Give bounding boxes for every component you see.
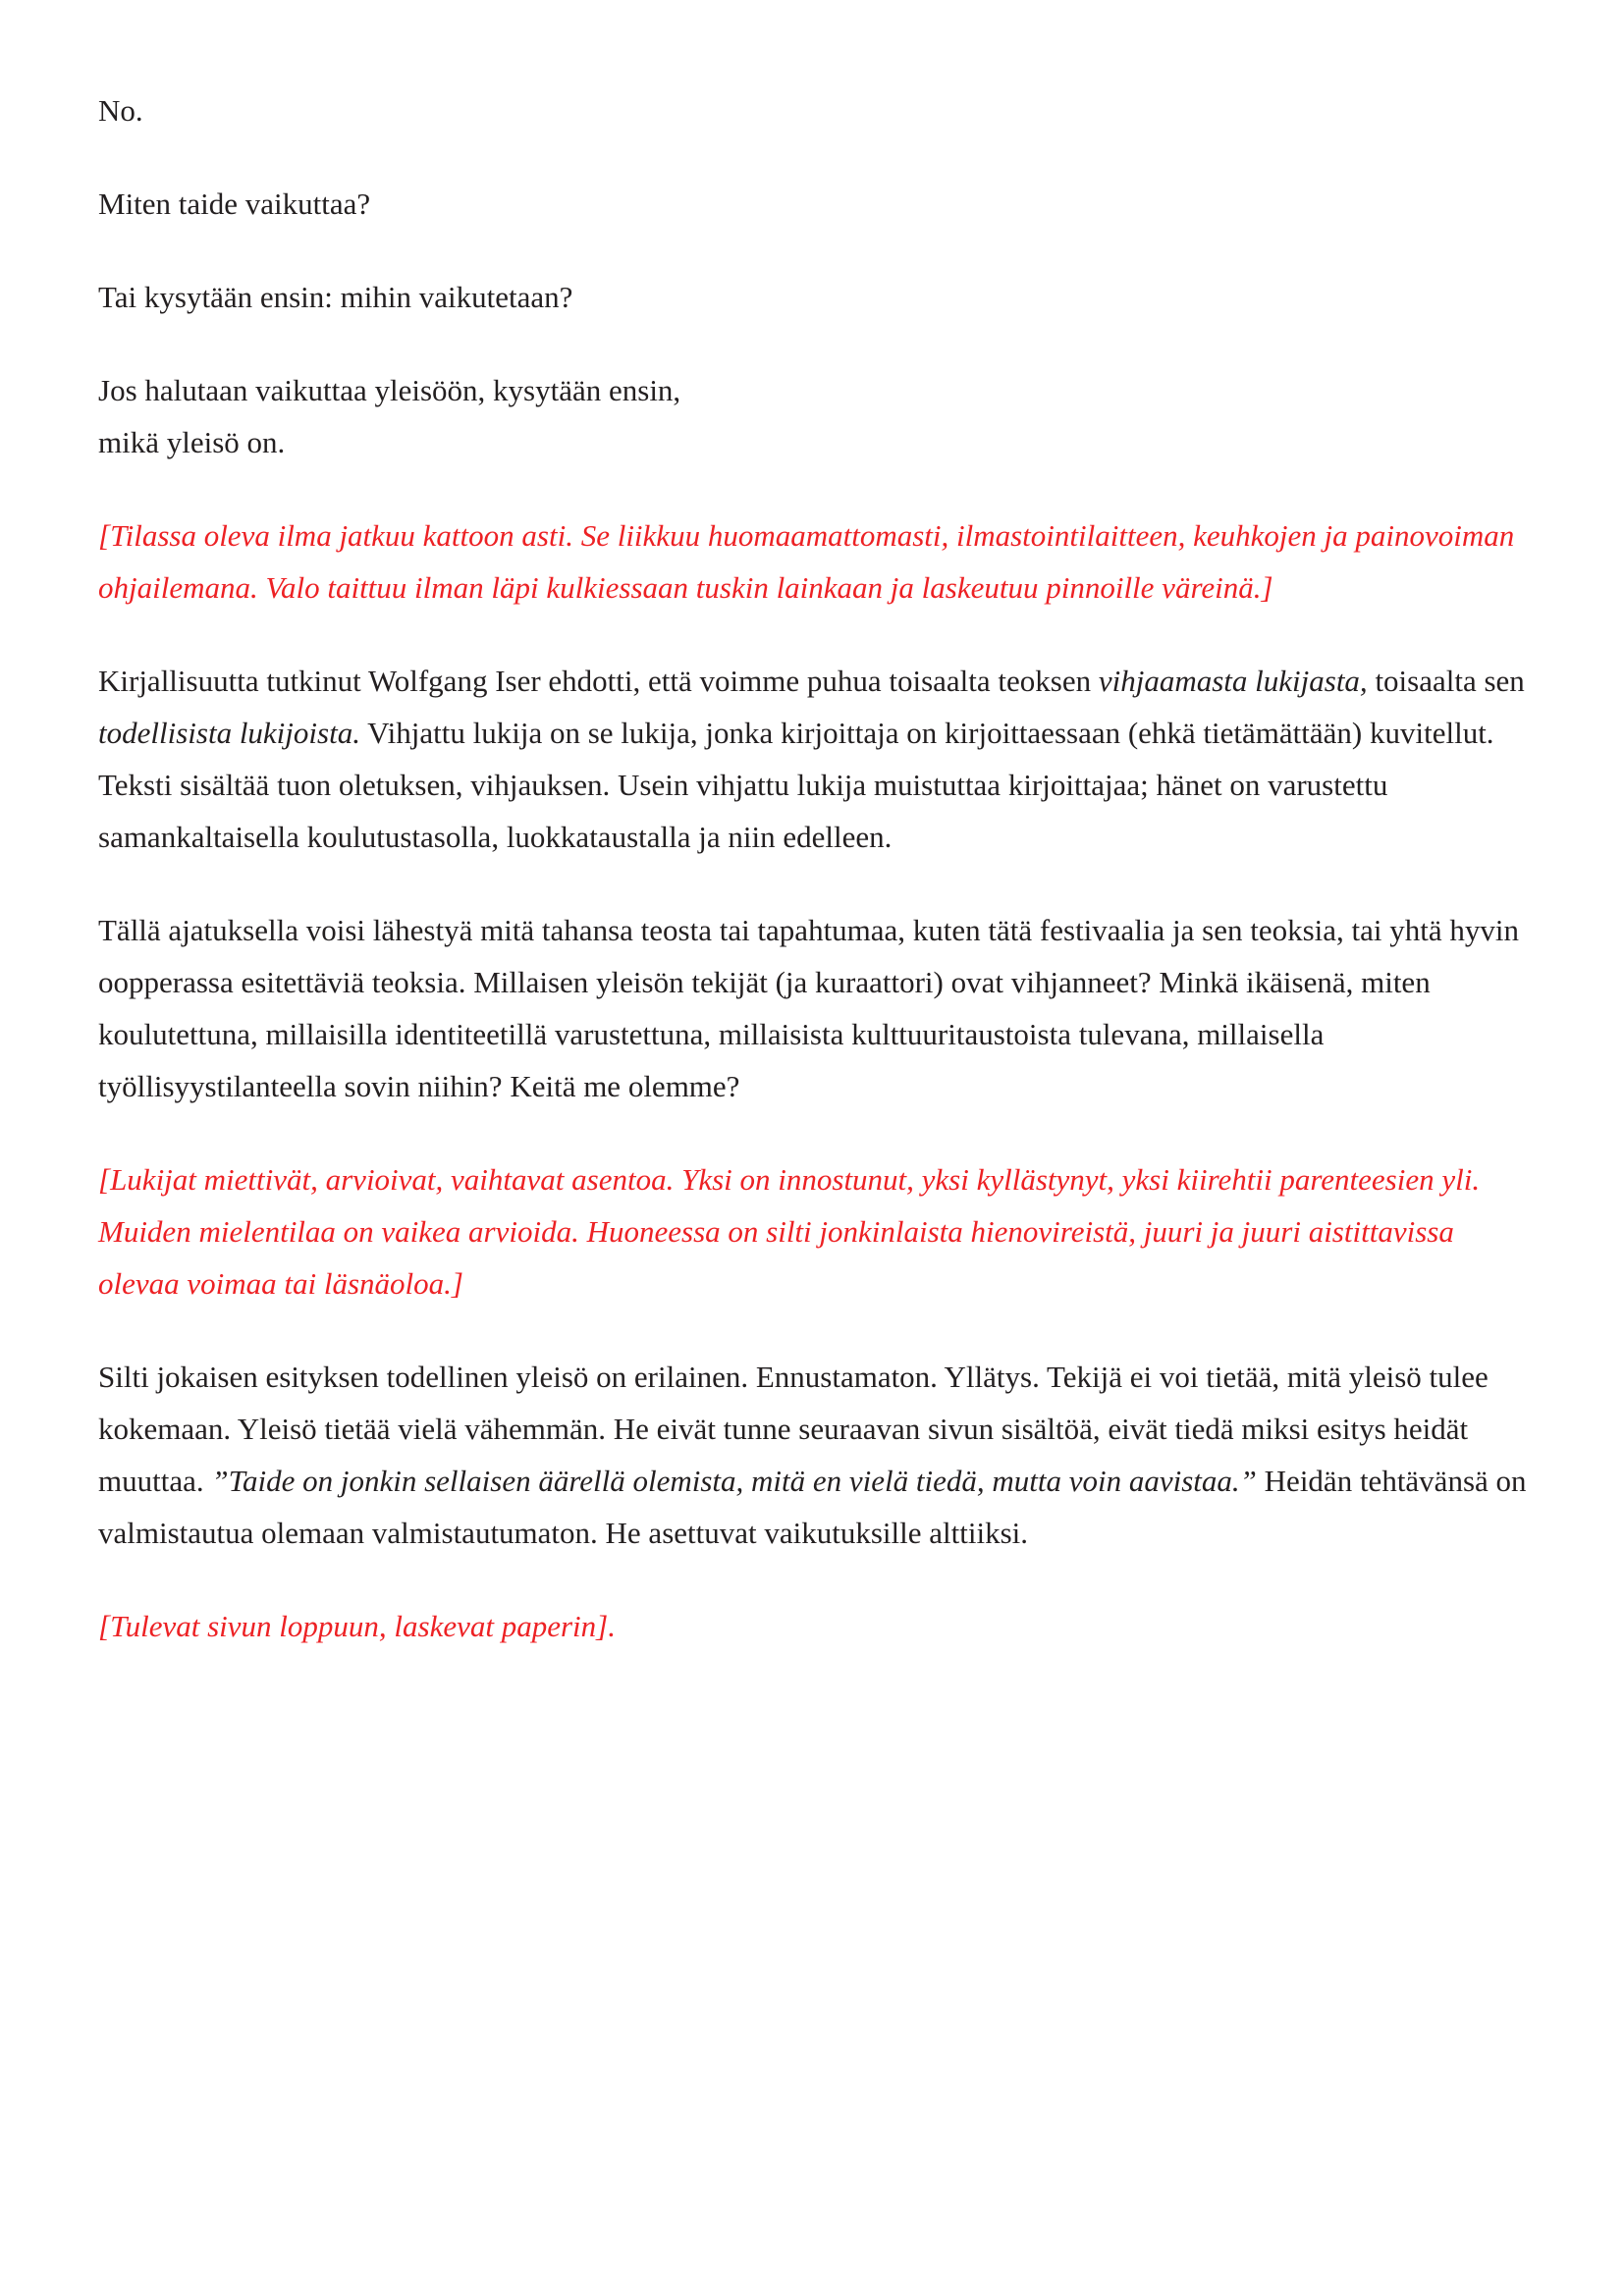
paragraph-wolfgang-iser-text: Vihjattu lukija on se lukija, jonka kirjoittaja on kirjoittaessaan (ehkä tietämättään) kuvitellut. Teksti sisältää tuon oletuksen, vihjauksen. Usein vihjattu lukija muistuttaa kirjoittajaa; hänet on varustettu samankaltaisella koulutustasolla, luokkataustalla ja niin edelleen. <box>98 716 1494 854</box>
document-body <box>98 84 1530 1652</box>
paragraph-question-1 <box>98 178 1530 230</box>
paragraph-no <box>98 84 1530 136</box>
paragraph-question-3-text: mikä yleisö on. <box>98 425 286 459</box>
paragraph-question-2-text: Tai kysytään ensin: mihin vaikutetaan? <box>98 280 573 314</box>
paragraph-wolfgang-iser-text: toisaalta sen <box>1367 664 1525 698</box>
paragraph-wolfgang-iser-text: todellisista lukijoista. <box>98 716 360 750</box>
paragraph-talla-ajatuksella <box>98 904 1530 1112</box>
paragraph-question-3 <box>98 364 1530 468</box>
paragraph-wolfgang-iser-text: Kirjallisuutta tutkinut Wolfgang Iser ehdotti, että voimme puhua toisaalta teoksen <box>98 664 1099 698</box>
paragraph-silti-jokaisen <box>98 1351 1530 1559</box>
paragraph-silti-jokaisen-text: Silti jokaisen esityksen todellinen yleisö on erilainen. Ennustamaton. Yllätys. Tekijä ei voi tietää, mitä yleisö tulee kokemaan. Yleisö tietää vielä vähemmän. He eivät tunne seuraavan sivun sisältöä, eivät tiedä miksi esitys heidät muuttaa. <box>98 1360 1489 1498</box>
stage-direction-readers <box>98 1153 1530 1309</box>
paragraph-question-3-text: Jos halutaan vaikuttaa yleisöön, kysytään ensin, <box>98 373 681 407</box>
paragraph-question-2 <box>98 271 1530 323</box>
stage-direction-page-end <box>98 1600 1530 1652</box>
paragraph-question-1-text: Miten taide vaikuttaa? <box>98 187 371 221</box>
paragraph-wolfgang-iser <box>98 655 1530 863</box>
stage-direction-readers-text: [Lukijat miettivät, arvioivat, vaihtavat asentoa. Yksi on innostunut, yksi kyllästynyt, yksi kiirehtii parenteesien yli. Muiden mielentilaa on vaikea arvioida. Huoneessa on silti jonkinlaista hienovireistä, juuri ja juuri aistittavissa olevaa voimaa tai läsnäoloa.] <box>98 1162 1481 1301</box>
paragraph-no-text: No. <box>98 93 143 128</box>
stage-direction-air-text: [Tilassa oleva ilma jatkuu kattoon asti. Se liikkuu huomaamattomasti, ilmastointilaitteen, keuhkojen ja painovoiman ohjailemana. Valo taittuu ilman läpi kulkiessaan tuskin lainkaan ja laskeutuu pinnoille väreinä.] <box>98 518 1515 605</box>
paragraph-talla-ajatuksella-text: Tällä ajatuksella voisi lähestyä mitä tahansa teosta tai tapahtumaa, kuten tätä festivaalia ja sen teoksia, tai yhtä hyvin oopperassa esitettäviä teoksia. Millaisen yleisön tekijät (ja kuraattori) ovat vihjanneet? Minkä ikäisenä, miten koulutettuna, millaisilla identiteetillä varustettuna, millaisista kulttuuritaustoista tulevana, millaisella työllisyystilanteella sovin niihin? Keitä me olemme? <box>98 913 1520 1103</box>
stage-direction-page-end-text: [Tulevat sivun loppuun, laskevat paperin]. <box>98 1609 616 1643</box>
paragraph-silti-jokaisen-text: Heidän tehtävänsä on valmistautua olemaan valmistautumaton. He asettuvat vaikutuksille alttiiksi. <box>98 1464 1527 1550</box>
paragraph-wolfgang-iser-text: vihjaamasta lukijasta, <box>1098 664 1368 698</box>
paragraph-silti-jokaisen-text: ”Taide on jonkin sellaisen äärellä olemista, mitä en vielä tiedä, mutta voin aavistaa.” <box>211 1464 1257 1498</box>
stage-direction-air <box>98 509 1530 614</box>
